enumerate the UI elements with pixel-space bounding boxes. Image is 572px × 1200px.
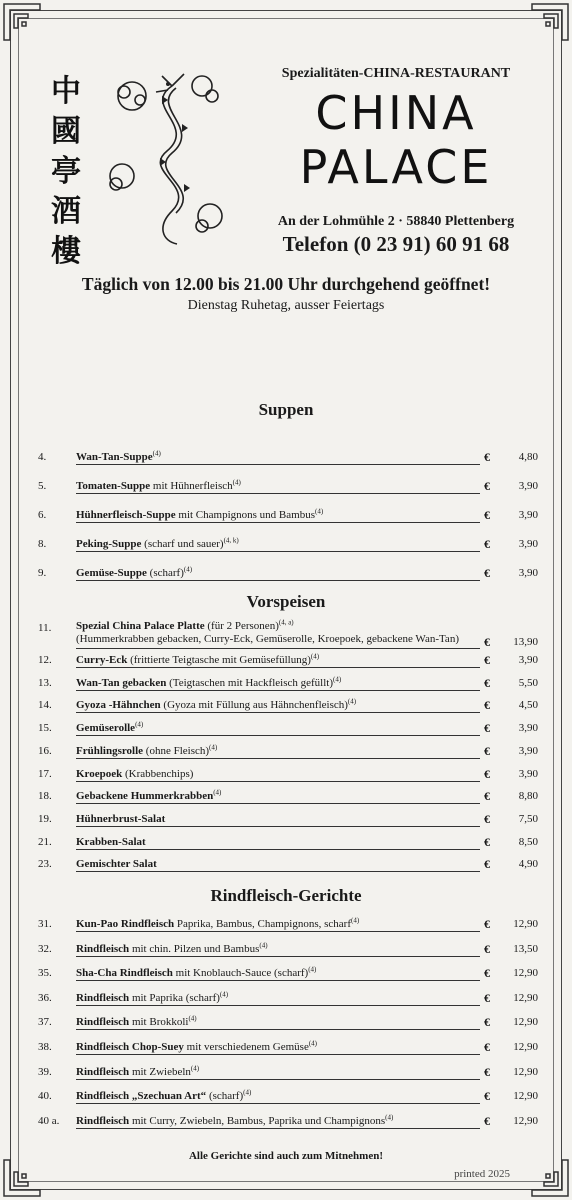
item-detail: mit Hühnerfleisch — [150, 480, 233, 492]
menu-item — [38, 507, 538, 527]
item-price: 12,90 — [513, 1065, 538, 1078]
currency-symbol: € — [484, 653, 490, 667]
title-line-1: CHINA — [315, 86, 477, 140]
item-detail: (ohne Fleisch) — [143, 744, 210, 757]
item-price: 12,90 — [513, 991, 538, 1004]
item-name: Rindfleisch — [76, 1016, 130, 1029]
item-description — [76, 1088, 480, 1104]
item-description — [76, 675, 480, 691]
phone-number: Telefon (0 23 91) 60 91 68 — [282, 232, 510, 256]
item-number: 16. — [38, 744, 52, 757]
item-detail: (scharf) — [206, 1090, 244, 1103]
restaurant-subtitle: Spezialitäten-CHINA-RESTAURANT — [281, 66, 511, 81]
menu-item — [38, 1088, 538, 1108]
item-description — [76, 788, 480, 804]
restaurant-header — [40, 62, 540, 269]
address: An der Lohmühle 2 · 58840 Plettenberg — [277, 214, 515, 229]
item-price: 3,90 — [518, 480, 538, 492]
currency-symbol: € — [484, 450, 490, 464]
menu-item — [38, 766, 538, 786]
menu-item — [38, 941, 538, 961]
item-price: 12,90 — [513, 1090, 538, 1103]
item-allergens: (4) — [243, 1088, 252, 1097]
section-title-rindfleisch: Rindfleisch-Gerichte — [210, 886, 362, 905]
item-detail: (frittierte Teigtasche mit Gemüsefüllung) — [127, 654, 311, 666]
item-price: 3,90 — [518, 722, 538, 735]
item-allergens: (4) — [333, 675, 342, 684]
chinese-char: 酒 — [51, 194, 81, 229]
menu-item — [38, 788, 538, 808]
item-price: 12,90 — [513, 1041, 538, 1053]
currency-symbol: € — [484, 675, 490, 690]
chinese-name — [48, 72, 84, 272]
item-description — [76, 743, 480, 759]
item-price: 3,90 — [518, 567, 538, 579]
item-number: 36. — [38, 991, 52, 1004]
item-price: 3,90 — [518, 767, 538, 780]
item-allergens: (4) — [308, 965, 317, 974]
currency-symbol: € — [484, 834, 490, 849]
item-allergens: (4) — [183, 565, 193, 574]
item-number: 40. — [38, 1090, 52, 1103]
corner-ornament-icon — [530, 2, 570, 42]
item-price: 8,80 — [518, 790, 538, 803]
item-price: 13,50 — [513, 942, 538, 955]
section-title-vorspeisen: Vorspeisen — [246, 592, 326, 611]
item-price: 4,80 — [518, 451, 538, 463]
currency-symbol: € — [484, 1113, 490, 1128]
item-name: Frühlingsrolle — [76, 744, 144, 757]
item-detail: (Teigtaschen mit Hackfleisch gefüllt) — [166, 676, 333, 689]
currency-symbol: € — [484, 1040, 490, 1054]
item-price: 3,90 — [518, 538, 538, 550]
menu-item — [38, 652, 538, 672]
item-allergens: (4) — [213, 788, 222, 797]
item-detail: (scharf und sauer) — [141, 538, 224, 550]
item-detail: mit verschiedenem Gemüse — [183, 1041, 309, 1053]
item-description — [76, 1064, 480, 1080]
menu-item — [38, 965, 538, 985]
item-number: 23. — [38, 858, 52, 871]
item-description — [76, 652, 480, 668]
item-number: 9. — [38, 567, 47, 579]
item-number: 35. — [38, 967, 52, 980]
item-description — [76, 941, 480, 957]
item-name: Tomaten-Suppe — [76, 480, 151, 492]
item-name: Hühnerbrust-Salat — [76, 812, 166, 825]
item-allergens: (4) — [188, 1014, 197, 1023]
item-name: Rindfleisch — [76, 1114, 130, 1127]
menu-item — [38, 536, 538, 556]
item-allergens: (4) — [219, 990, 229, 999]
currency-symbol: € — [484, 766, 490, 781]
item-allergens: (4) — [209, 743, 218, 752]
item-allergens: (4, k) — [223, 536, 239, 545]
chinese-char: 中 — [51, 74, 81, 109]
item-detail: mit chin. Pilzen und Bambus — [129, 942, 260, 955]
currency-symbol: € — [484, 635, 490, 649]
item-description — [76, 811, 480, 827]
item-detail: mit Champignons und Bambus — [175, 509, 315, 521]
item-description — [76, 1113, 480, 1129]
item-allergens: (4) — [232, 478, 241, 487]
item-number: 31. — [38, 918, 52, 930]
item-price: 3,90 — [518, 744, 538, 757]
corner-ornament-icon — [530, 1158, 570, 1198]
item-number: 14. — [38, 699, 52, 712]
currency-symbol: € — [484, 789, 490, 804]
dragon-icon — [102, 66, 232, 246]
item-price: 13,90 — [513, 636, 538, 648]
item-number: 21. — [38, 835, 52, 848]
item-number: 40 a. — [38, 1114, 60, 1127]
menu-item — [38, 618, 538, 649]
menu-item — [38, 720, 538, 740]
chinese-char: 樓 — [51, 234, 81, 269]
item-detail-line2: (Hummerkrabben gebacken, Curry-Eck, Gemüserolle, Kroepoek, gebackene Wan-Tan) — [76, 633, 459, 645]
menu-item — [38, 1014, 538, 1034]
item-allergens: (4) — [190, 1063, 200, 1072]
item-detail: (scharf) — [146, 567, 184, 579]
item-detail: (für 2 Personen) — [204, 620, 279, 632]
item-description — [76, 565, 480, 581]
title-line-2: PALACE — [299, 140, 493, 194]
item-number: 4. — [38, 451, 47, 463]
item-price: 12,90 — [513, 918, 538, 930]
menu-item — [38, 565, 538, 585]
item-description — [76, 697, 480, 713]
item-description — [76, 834, 480, 850]
closing-day: Dienstag Ruhetag, ausser Feiertags — [187, 298, 385, 313]
item-description — [76, 720, 480, 736]
item-allergens: (4) — [152, 449, 161, 458]
item-description — [76, 766, 480, 782]
item-price: 3,90 — [518, 654, 538, 666]
menu-item — [38, 1039, 538, 1059]
item-number: 11. — [38, 622, 52, 634]
item-number: 15. — [38, 722, 52, 735]
item-name: Gebackene Hummerkrabben — [76, 790, 214, 803]
item-description — [76, 990, 480, 1006]
menu-item — [38, 675, 538, 695]
item-allergens: (4) — [259, 940, 268, 949]
currency-symbol: € — [484, 537, 490, 551]
currency-symbol: € — [484, 479, 490, 493]
currency-symbol: € — [484, 566, 490, 580]
currency-symbol: € — [484, 917, 490, 931]
item-number: 38. — [38, 1041, 52, 1053]
item-description — [76, 478, 480, 494]
item-name: Sha-Cha Rindfleisch — [76, 967, 173, 980]
item-price: 12,90 — [513, 1016, 538, 1029]
currency-symbol: € — [484, 941, 490, 956]
item-detail: mit Paprika (scharf) — [129, 991, 220, 1004]
item-allergens: (4) — [314, 507, 324, 516]
item-number: 32. — [38, 942, 52, 955]
item-number: 17. — [38, 767, 52, 780]
item-price: 12,90 — [513, 967, 538, 980]
section-title-suppen: Suppen — [258, 400, 314, 419]
item-name: Rindfleisch — [76, 942, 130, 955]
currency-symbol: € — [484, 743, 490, 758]
item-price: 4,90 — [518, 858, 538, 871]
printed-year: printed 2025 — [454, 1168, 510, 1180]
item-detail: (Krabbenchips) — [122, 767, 194, 780]
item-allergens: (4) — [347, 697, 357, 706]
menu-item — [38, 478, 538, 498]
item-name: Rindfleisch „Szechuan Art“ — [76, 1090, 207, 1103]
item-name: Wan-Tan-Suppe — [76, 451, 153, 463]
currency-symbol: € — [484, 966, 490, 981]
item-description — [76, 1039, 480, 1055]
item-name: Spezial China Palace Platte — [76, 620, 205, 632]
currency-symbol: € — [484, 1064, 490, 1079]
item-allergens: (4) — [308, 1039, 317, 1048]
item-name: Krabben-Salat — [76, 835, 146, 848]
item-name: Hühnerfleisch-Suppe — [76, 509, 176, 521]
item-name: Peking-Suppe — [76, 538, 142, 550]
item-price: 5,50 — [518, 676, 538, 689]
item-detail: mit Curry, Zwiebeln, Bambus, Paprika und Champignons — [129, 1114, 386, 1127]
currency-symbol: € — [484, 857, 490, 872]
item-description — [76, 449, 480, 465]
item-name: Kroepoek — [76, 767, 123, 780]
item-detail: Paprika, Bambus, Champignons, scharf — [174, 918, 352, 930]
item-price: 12,90 — [513, 1114, 538, 1127]
item-description — [76, 1014, 480, 1030]
item-name: Gemischter Salat — [76, 858, 157, 871]
item-allergens: (4) — [135, 720, 144, 729]
item-price: 3,90 — [518, 509, 538, 521]
currency-symbol: € — [484, 508, 490, 522]
currency-symbol: € — [484, 698, 490, 713]
takeaway-note: Alle Gerichte sind auch zum Mitnehmen! — [188, 1150, 383, 1162]
menu-item — [38, 990, 538, 1010]
item-price: 7,50 — [518, 812, 538, 825]
menu-item — [38, 697, 538, 717]
item-description — [76, 965, 480, 981]
menu-item — [38, 743, 538, 763]
chinese-char: 國 — [51, 114, 81, 149]
item-allergens: (4) — [310, 652, 320, 661]
item-number: 13. — [38, 676, 52, 689]
item-description — [76, 620, 480, 649]
menu-item — [38, 1064, 538, 1084]
item-name: Gyoza -Hähnchen — [76, 699, 161, 712]
item-description — [76, 856, 480, 872]
menu-item — [38, 811, 538, 831]
currency-symbol: € — [484, 721, 490, 736]
item-name: Gemüserolle — [76, 722, 136, 735]
item-allergens: (4) — [351, 916, 360, 925]
item-number: 37. — [38, 1016, 52, 1029]
item-name: Rindfleisch — [76, 1065, 130, 1078]
item-description — [76, 536, 480, 552]
item-number: 8. — [38, 538, 47, 550]
item-number: 18. — [38, 790, 52, 803]
item-name: Gemüse-Suppe — [76, 567, 147, 579]
item-number: 19. — [38, 812, 52, 825]
restaurant-title — [240, 86, 552, 194]
menu-item — [38, 856, 538, 876]
item-description — [76, 916, 480, 932]
opening-hours: Täglich von 12.00 bis 21.00 Uhr durchgehend geöffnet! — [81, 274, 491, 294]
corner-ornament-icon — [2, 2, 42, 42]
item-name: Wan-Tan gebacken — [76, 676, 167, 689]
menu-item — [38, 1113, 538, 1133]
item-number: 5. — [38, 480, 47, 492]
item-detail: (Gyoza mit Füllung aus Hähnchenfleisch) — [160, 699, 348, 712]
chinese-char: 亭 — [51, 154, 81, 189]
item-name: Rindfleisch Chop-Suey — [76, 1041, 184, 1053]
item-price: 4,50 — [518, 699, 538, 712]
item-name: Curry-Eck — [76, 654, 128, 666]
corner-ornament-icon — [2, 1158, 42, 1198]
item-allergens: (4) — [385, 1113, 394, 1122]
currency-symbol: € — [484, 990, 490, 1005]
item-detail: mit Knoblauch-Sauce (scharf) — [172, 967, 309, 980]
item-detail: mit Brokkoli — [129, 1016, 189, 1029]
menu-item — [38, 449, 538, 469]
currency-symbol: € — [484, 811, 490, 826]
item-number: 12. — [38, 654, 52, 666]
currency-symbol: € — [484, 1089, 490, 1104]
menu-item — [38, 834, 538, 854]
item-number: 6. — [38, 509, 47, 521]
menu-item — [38, 916, 538, 936]
item-name: Kun-Pao Rindfleisch — [76, 918, 175, 930]
item-detail: mit Zwiebeln — [129, 1065, 191, 1078]
item-number: 39. — [38, 1065, 52, 1078]
currency-symbol: € — [484, 1015, 490, 1030]
item-price: 8,50 — [518, 835, 538, 848]
item-description — [76, 507, 480, 523]
item-name: Rindfleisch — [76, 991, 130, 1004]
item-allergens: (4, a) — [278, 618, 294, 627]
